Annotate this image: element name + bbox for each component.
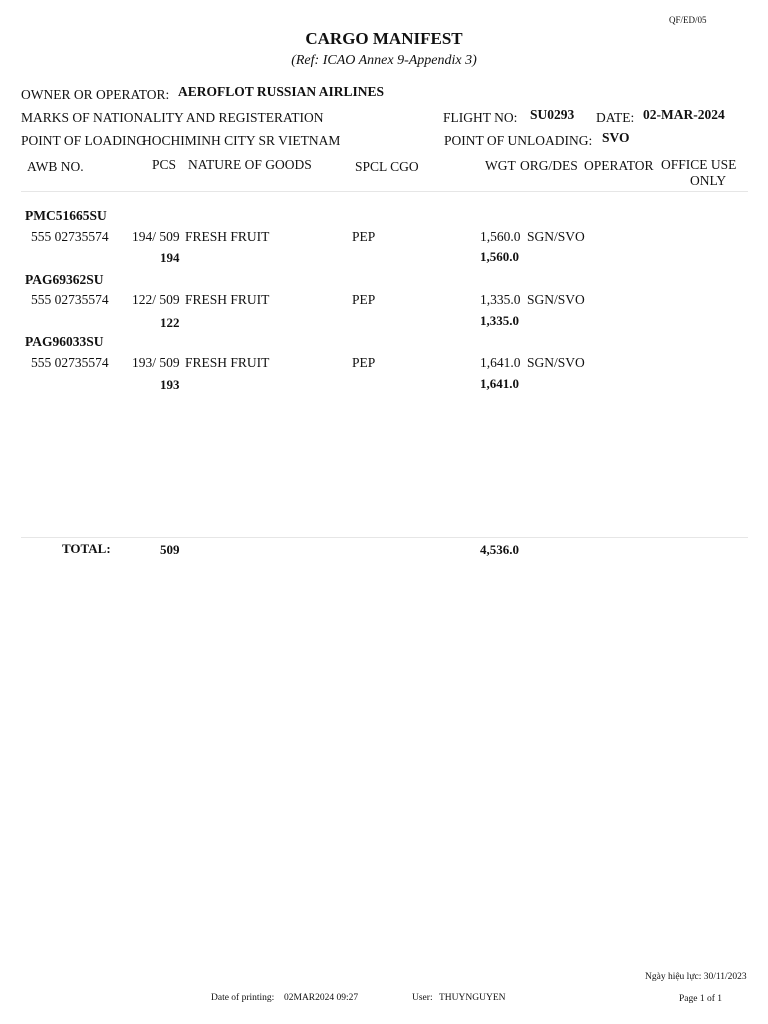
- owner-value: AEROFLOT RUSSIAN AIRLINES: [178, 84, 385, 99]
- marks-label: MARKS OF NATIONALITY AND REGISTERATION: [21, 110, 324, 125]
- header-divider: [21, 191, 748, 192]
- col-nature: NATURE OF GOODS: [188, 157, 312, 172]
- nature-of-goods: FRESH FRUIT: [185, 355, 270, 370]
- nature-of-goods: FRESH FRUIT: [185, 229, 270, 244]
- col-office-use: OFFICE USE: [661, 157, 737, 172]
- pieces: 122/ 509: [132, 292, 180, 307]
- col-orgdes: ORG/DES: [520, 158, 578, 173]
- weight: 1,560.0: [480, 229, 521, 244]
- date-label: DATE:: [596, 110, 635, 125]
- uld-number: PAG69362SU: [25, 272, 104, 287]
- document-code: QF/ED/05: [669, 15, 707, 25]
- page-title: CARGO MANIFEST: [305, 29, 463, 48]
- special-cargo: PEP: [352, 229, 376, 244]
- origin-destination: SGN/SVO: [527, 229, 585, 244]
- origin-destination: SGN/SVO: [527, 292, 585, 307]
- col-spcl: SPCL CGO: [355, 159, 419, 174]
- col-wgt: WGT: [485, 158, 516, 173]
- loading-label: POINT OF LOADING: [21, 133, 147, 148]
- subtotal-pieces: 193: [160, 377, 180, 392]
- page-number: Page 1 of 1: [679, 994, 723, 1004]
- flight-label: FLIGHT NO:: [443, 110, 518, 125]
- date-value: 02-MAR-2024: [643, 107, 725, 122]
- col-operator: OPERATOR: [584, 158, 654, 173]
- origin-destination: SGN/SVO: [527, 355, 585, 370]
- awb-number: 555 02735574: [31, 355, 109, 370]
- col-awb: AWB NO.: [27, 159, 84, 174]
- total-label: TOTAL:: [62, 541, 111, 556]
- special-cargo: PEP: [352, 292, 376, 307]
- total-weight: 4,536.0: [480, 542, 519, 557]
- pieces: 193/ 509: [132, 355, 180, 370]
- user-value: THUYNGUYEN: [439, 993, 506, 1003]
- weight: 1,335.0: [480, 292, 521, 307]
- subtotal-pieces: 194: [160, 250, 180, 265]
- pieces: 194/ 509: [132, 229, 180, 244]
- nature-of-goods: FRESH FRUIT: [185, 292, 270, 307]
- subtotal-weight: 1,641.0: [480, 376, 519, 391]
- page-subtitle: (Ref: ICAO Annex 9-Appendix 3): [291, 53, 477, 68]
- unloading-value: SVO: [602, 130, 630, 145]
- subtotal-weight: 1,335.0: [480, 313, 519, 328]
- owner-label: OWNER OR OPERATOR:: [21, 87, 170, 102]
- col-pcs: PCS: [152, 157, 177, 172]
- print-date-value: 02MAR2024 09:27: [284, 993, 359, 1003]
- subtotal-pieces: 122: [160, 315, 180, 330]
- special-cargo: PEP: [352, 355, 376, 370]
- col-office-only: ONLY: [690, 173, 727, 188]
- unloading-label: POINT OF UNLOADING:: [444, 133, 593, 148]
- uld-number: PMC51665SU: [25, 208, 107, 223]
- effective-date: Ngày hiệu lực: 30/11/2023: [645, 972, 747, 982]
- awb-number: 555 02735574: [31, 229, 109, 244]
- total-divider: [21, 537, 748, 538]
- awb-number: 555 02735574: [31, 292, 109, 307]
- uld-number: PAG96033SU: [25, 334, 104, 349]
- print-date-label: Date of printing:: [211, 993, 275, 1003]
- flight-value: SU0293: [530, 107, 575, 122]
- weight: 1,641.0: [480, 355, 521, 370]
- loading-value: HOCHIMINH CITY SR VIETNAM: [142, 133, 341, 148]
- total-pieces: 509: [160, 542, 180, 557]
- user-label: User:: [412, 993, 433, 1003]
- subtotal-weight: 1,560.0: [480, 249, 519, 264]
